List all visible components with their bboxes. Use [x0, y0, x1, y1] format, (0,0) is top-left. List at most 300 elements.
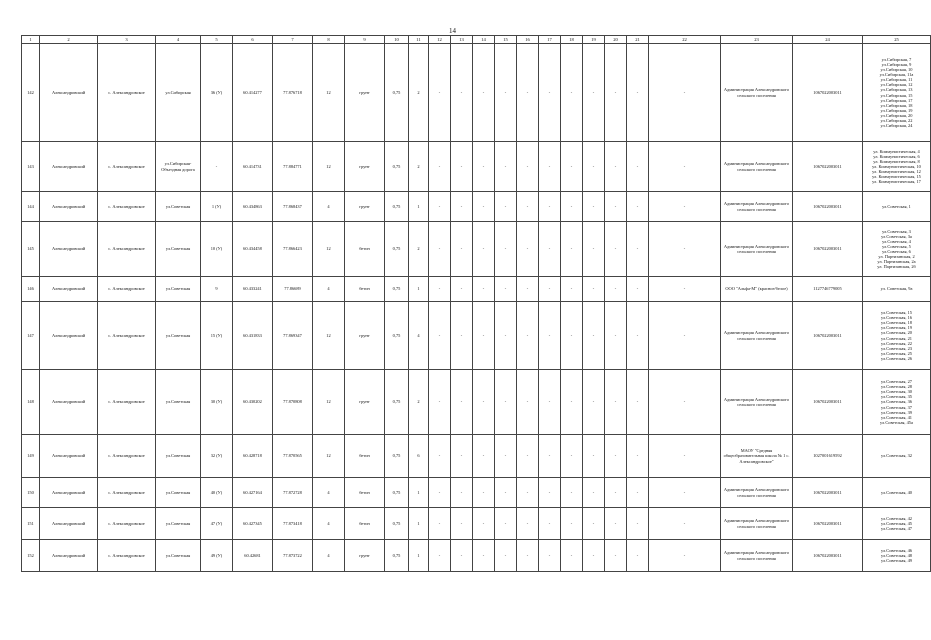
cell-village: с. Александровское	[98, 142, 156, 192]
cell-empty-dash: -	[517, 508, 539, 540]
cell-lon: 77.872728	[273, 478, 313, 508]
column-number-row	[22, 36, 931, 44]
cell-lon: 77.86689	[273, 277, 313, 302]
cell-street: ул.Советская	[156, 222, 201, 277]
cell-empty-dash: -	[561, 277, 583, 302]
cell-house: -	[201, 142, 233, 192]
cell-lon: 77.884771	[273, 142, 313, 192]
cell-owner: Администрация Александровского сельского поселения	[721, 302, 793, 370]
cell-empty-dash: -	[627, 44, 649, 142]
cell-served-addresses	[863, 508, 931, 540]
cell-empty-dash: -	[561, 478, 583, 508]
cell-lat: 60.434863	[233, 192, 273, 222]
cell-house: 40 (У)	[201, 478, 233, 508]
cell-lat: 60.427345	[233, 508, 273, 540]
cell-num: 151	[22, 508, 40, 540]
cell-village: с. Александровское	[98, 222, 156, 277]
cell-empty-dash: -	[429, 44, 451, 142]
cell-street: ул.Советская	[156, 277, 201, 302]
served-address: ул.Советская, 1	[882, 203, 911, 209]
cell-empty-dash: -	[649, 192, 721, 222]
cell-empty-dash: -	[429, 540, 451, 572]
cell-area: 4	[313, 192, 345, 222]
column-number-header: 25	[863, 36, 931, 44]
cell-surface: грунт	[345, 302, 385, 370]
cell-volume: 0,75	[385, 478, 409, 508]
cell-ogrn: 1127746779005	[793, 277, 863, 302]
column-number-header: 7	[273, 36, 313, 44]
cell-volume: 0,75	[385, 277, 409, 302]
served-address: ул.Советская, 21	[881, 335, 912, 341]
cell-owner: ООО "Альфа-М" (красное/белое)	[721, 277, 793, 302]
cell-empty-dash: -	[583, 478, 605, 508]
served-address: ул.Сибирская, 18	[880, 102, 913, 108]
cell-empty-dash: -	[649, 302, 721, 370]
cell-owner: Администрация Александровского сельского поселения	[721, 192, 793, 222]
cell-volume: 0,75	[385, 142, 409, 192]
served-address: ул.Советская, 27	[881, 379, 912, 385]
cell-empty-dash: -	[627, 478, 649, 508]
cell-ogrn: 1067022003011	[793, 370, 863, 435]
cell-owner: Администрация Александровского сельского поселения	[721, 222, 793, 277]
table-body	[22, 44, 931, 572]
cell-street: ул.Советская	[156, 478, 201, 508]
cell-empty-dash: -	[649, 142, 721, 192]
cell-empty-dash: -	[517, 222, 539, 277]
cell-house: 36 (У)	[201, 44, 233, 142]
cell-count: 1	[409, 508, 429, 540]
served-address: ул.Советская, 32	[881, 453, 912, 459]
cell-street: ул.Советская	[156, 302, 201, 370]
served-address: ул.Советская, 45	[881, 520, 912, 526]
cell-empty-dash: -	[583, 508, 605, 540]
cell-area: 12	[313, 302, 345, 370]
served-address: ул.Советская, 40	[881, 489, 912, 495]
cell-empty-dash: -	[583, 192, 605, 222]
cell-surface: бетон	[345, 435, 385, 478]
served-address: ул.Сибирская, 7	[881, 57, 912, 63]
cell-district: Александровский	[40, 302, 98, 370]
cell-street: ул.Советская	[156, 192, 201, 222]
cell-empty-dash: -	[605, 478, 627, 508]
cell-volume: 0,75	[385, 540, 409, 572]
cell-empty-dash: -	[495, 302, 517, 370]
cell-house: 9	[201, 277, 233, 302]
cell-empty-dash: -	[627, 192, 649, 222]
cell-count: 2	[409, 44, 429, 142]
served-address: ул. Коммунистическая, 4	[873, 148, 920, 154]
cell-empty-dash: -	[605, 540, 627, 572]
cell-empty-dash: -	[473, 44, 495, 142]
cell-num: 144	[22, 192, 40, 222]
cell-empty-dash: -	[451, 302, 473, 370]
cell-empty-dash: -	[495, 222, 517, 277]
cell-area: 4	[313, 540, 345, 572]
cell-empty-dash: -	[451, 44, 473, 142]
column-number-header: 9	[345, 36, 385, 44]
cell-area: 12	[313, 44, 345, 142]
cell-served-addresses	[863, 540, 931, 572]
cell-empty-dash: -	[451, 142, 473, 192]
cell-house: 32 (У)	[201, 435, 233, 478]
cell-empty-dash: -	[451, 192, 473, 222]
cell-volume: 0,75	[385, 222, 409, 277]
cell-empty-dash: -	[495, 370, 517, 435]
cell-empty-dash: -	[473, 302, 495, 370]
cell-empty-dash: -	[495, 540, 517, 572]
cell-empty-dash: -	[429, 478, 451, 508]
served-address: ул.Советская, 26	[881, 355, 912, 361]
page-number: 14	[449, 27, 456, 35]
served-address: ул.Советская, 48	[881, 552, 912, 558]
cell-empty-dash: -	[627, 302, 649, 370]
cell-house: 47 (У)	[201, 508, 233, 540]
cell-count: 2	[409, 222, 429, 277]
column-number-header: 17	[539, 36, 561, 44]
cell-served-addresses	[863, 478, 931, 508]
served-address: ул.Сибирская, 12	[880, 82, 913, 88]
cell-volume: 0,75	[385, 302, 409, 370]
cell-empty-dash: -	[649, 478, 721, 508]
cell-empty-dash: -	[517, 478, 539, 508]
cell-empty-dash: -	[451, 508, 473, 540]
cell-lon: 77.876718	[273, 44, 313, 142]
cell-empty-dash: -	[561, 44, 583, 142]
cell-empty-dash: -	[605, 302, 627, 370]
cell-empty-dash: -	[429, 192, 451, 222]
cell-owner: Администрация Александровского сельского поселения	[721, 478, 793, 508]
cell-empty-dash: -	[583, 142, 605, 192]
cell-empty-dash: -	[451, 222, 473, 277]
cell-empty-dash: -	[583, 302, 605, 370]
served-address: ул.Советская, 22	[881, 340, 912, 346]
table-row	[22, 540, 931, 572]
cell-served-addresses	[863, 192, 931, 222]
cell-street: ул.Советская	[156, 540, 201, 572]
cell-village: с. Александровское	[98, 508, 156, 540]
cell-street: ул.Сибирская	[156, 44, 201, 142]
cell-empty-dash: -	[605, 277, 627, 302]
cell-empty-dash: -	[495, 142, 517, 192]
served-address: ул.Советская, 30	[881, 389, 912, 395]
cell-empty-dash: -	[539, 44, 561, 142]
cell-ogrn: 1067022003011	[793, 478, 863, 508]
cell-empty-dash: -	[539, 192, 561, 222]
column-number-header: 21	[627, 36, 649, 44]
served-address: ул.Советская, 6	[882, 249, 911, 254]
served-address: ул.Советская, 37	[881, 404, 912, 410]
cell-surface: грунт	[345, 370, 385, 435]
cell-count: 1	[409, 277, 429, 302]
table-row	[22, 222, 931, 277]
table-row	[22, 277, 931, 302]
cell-village: с. Александровское	[98, 370, 156, 435]
served-address: ул.Советская, 41	[881, 414, 912, 420]
cell-empty-dash: -	[473, 222, 495, 277]
column-number-header: 24	[793, 36, 863, 44]
cell-count: 6	[409, 435, 429, 478]
cell-empty-dash: -	[605, 370, 627, 435]
cell-empty-dash: -	[451, 435, 473, 478]
cell-district: Александровский	[40, 277, 98, 302]
cell-owner: Администрация Александровского сельского поселения	[721, 370, 793, 435]
cell-empty-dash: -	[539, 302, 561, 370]
served-address: ул.Сибирская, 24	[880, 122, 913, 128]
column-number-header: 23	[721, 36, 793, 44]
cell-count: 1	[409, 192, 429, 222]
cell-empty-dash: -	[429, 435, 451, 478]
cell-village: с. Александровское	[98, 302, 156, 370]
cell-empty-dash: -	[583, 277, 605, 302]
cell-surface: грунт	[345, 142, 385, 192]
cell-served-addresses	[863, 44, 931, 142]
cell-empty-dash: -	[627, 508, 649, 540]
cell-empty-dash: -	[495, 192, 517, 222]
cell-num: 148	[22, 370, 40, 435]
served-address: ул.Сибирская, 22	[880, 117, 913, 123]
cell-house: 10 (У)	[201, 222, 233, 277]
cell-empty-dash: -	[473, 478, 495, 508]
cell-num: 146	[22, 277, 40, 302]
cell-empty-dash: -	[451, 277, 473, 302]
served-address: ул.Сибирская, 20	[880, 112, 913, 118]
served-address: ул. Коммунистическая, 6	[873, 153, 920, 159]
cell-served-addresses	[863, 222, 931, 277]
served-address: ул.Советская, 3	[882, 228, 911, 234]
cell-empty-dash: -	[561, 540, 583, 572]
cell-owner: Администрация Александровского сельского поселения	[721, 508, 793, 540]
cell-empty-dash: -	[605, 508, 627, 540]
cell-lat: 60.427164	[233, 478, 273, 508]
cell-empty-dash: -	[517, 277, 539, 302]
cell-empty-dash: -	[627, 222, 649, 277]
cell-count: 1	[409, 478, 429, 508]
column-number-header: 16	[517, 36, 539, 44]
cell-empty-dash: -	[605, 192, 627, 222]
cell-num: 150	[22, 478, 40, 508]
cell-ogrn: 1067022003011	[793, 44, 863, 142]
cell-count: 4	[409, 302, 429, 370]
served-address: ул.Советская, 42	[881, 515, 912, 521]
cell-empty-dash: -	[473, 540, 495, 572]
served-address: ул. Партизанская, 2б	[877, 264, 916, 270]
cell-empty-dash: -	[605, 435, 627, 478]
served-address: ул. Коммунистическая, 8	[873, 158, 920, 164]
cell-volume: 0,75	[385, 435, 409, 478]
cell-num: 147	[22, 302, 40, 370]
cell-empty-dash: -	[583, 222, 605, 277]
table-row	[22, 142, 931, 192]
cell-empty-dash: -	[451, 370, 473, 435]
served-address: ул.Сибирская, 17	[880, 97, 913, 103]
served-address: ул.Советская, 15	[881, 310, 912, 316]
cell-lat: 60.433241	[233, 277, 273, 302]
served-address: ул.Сибирская, 9	[881, 62, 912, 68]
cell-empty-dash: -	[451, 478, 473, 508]
cell-lat: 60.430202	[233, 370, 273, 435]
cell-house: 15 (У)	[201, 302, 233, 370]
cell-empty-dash: -	[517, 192, 539, 222]
cell-empty-dash: -	[517, 142, 539, 192]
served-address: ул.Советская, 49	[881, 558, 912, 564]
cell-house: 1 (У)	[201, 192, 233, 222]
cell-lon: 77.868437	[273, 192, 313, 222]
cell-village: с. Александровское	[98, 44, 156, 142]
cell-lon: 77.870565	[273, 435, 313, 478]
cell-lat: 60.434458	[233, 222, 273, 277]
cell-surface: бетон	[345, 277, 385, 302]
cell-district: Александровский	[40, 540, 98, 572]
served-address: ул. Партизанская, 2	[878, 254, 915, 260]
cell-empty-dash: -	[583, 370, 605, 435]
cell-district: Александровский	[40, 222, 98, 277]
cell-num: 142	[22, 44, 40, 142]
cell-empty-dash: -	[539, 435, 561, 478]
served-address: ул.Советская, 20	[881, 330, 912, 336]
served-address: ул.Советская, 47	[881, 526, 912, 532]
cell-empty-dash: -	[539, 142, 561, 192]
cell-street: ул.Советская	[156, 370, 201, 435]
served-address: ул.Советская, 16	[881, 315, 912, 321]
cell-empty-dash: -	[473, 192, 495, 222]
served-address: ул.Сибирская, 15	[880, 92, 913, 98]
served-address: ул. Партизанская, 2а	[877, 259, 916, 265]
cell-volume: 0,75	[385, 44, 409, 142]
cell-empty-dash: -	[473, 435, 495, 478]
cell-empty-dash: -	[561, 222, 583, 277]
cell-empty-dash: -	[429, 508, 451, 540]
cell-village: с. Александровское	[98, 478, 156, 508]
cell-empty-dash: -	[583, 44, 605, 142]
cell-num: 143	[22, 142, 40, 192]
column-number-header: 5	[201, 36, 233, 44]
cell-lat: 60.431833	[233, 302, 273, 370]
cell-count: 2	[409, 370, 429, 435]
cell-empty-dash: -	[561, 370, 583, 435]
cell-lon: 77.873722	[273, 540, 313, 572]
cell-lon: 77.873418	[273, 508, 313, 540]
cell-empty-dash: -	[561, 508, 583, 540]
cell-house: 30 (У)	[201, 370, 233, 435]
cell-area: 12	[313, 142, 345, 192]
cell-lon: 77.866423	[273, 222, 313, 277]
cell-volume: 0,75	[385, 370, 409, 435]
cell-surface: бетон	[345, 478, 385, 508]
cell-empty-dash: -	[627, 142, 649, 192]
served-address: ул.Советская, 35	[881, 394, 912, 400]
cell-empty-dash: -	[605, 44, 627, 142]
cell-empty-dash: -	[429, 142, 451, 192]
cell-area: 4	[313, 277, 345, 302]
cell-empty-dash: -	[495, 44, 517, 142]
cell-empty-dash: -	[473, 277, 495, 302]
cell-empty-dash: -	[583, 435, 605, 478]
cell-district: Александровский	[40, 508, 98, 540]
cell-village: с. Александровское	[98, 435, 156, 478]
cell-lat: 60.414277	[233, 44, 273, 142]
cell-street: ул.Советская	[156, 435, 201, 478]
cell-area: 12	[313, 435, 345, 478]
served-address: ул.Сибирская, 11а	[879, 72, 914, 78]
column-number-header: 2	[40, 36, 98, 44]
cell-num: 149	[22, 435, 40, 478]
cell-street: ул.Сибирская-Объездная дорога	[156, 142, 201, 192]
column-number-header: 1	[22, 36, 40, 44]
cell-num: 152	[22, 540, 40, 572]
cell-ogrn: 1067022003011	[793, 142, 863, 192]
served-address: ул.Советская, 46	[881, 547, 912, 553]
cell-area: 4	[313, 508, 345, 540]
cell-district: Александровский	[40, 370, 98, 435]
cell-surface: грунт	[345, 540, 385, 572]
cell-empty-dash: -	[495, 435, 517, 478]
cell-district: Александровский	[40, 478, 98, 508]
served-address: ул.Советская, 18	[881, 320, 912, 326]
table-row	[22, 508, 931, 540]
cell-district: Александровский	[40, 142, 98, 192]
cell-village: с. Александровское	[98, 277, 156, 302]
table-row	[22, 370, 931, 435]
served-address: ул.Сибирская, 13	[880, 87, 913, 93]
cell-empty-dash: -	[473, 370, 495, 435]
cell-num: 145	[22, 222, 40, 277]
cell-owner: МАОУ "Средняя общеобразовательная школа № 1 с. Александровское"	[721, 435, 793, 478]
cell-empty-dash: -	[495, 277, 517, 302]
cell-empty-dash: -	[649, 277, 721, 302]
column-number-header: 3	[98, 36, 156, 44]
cell-empty-dash: -	[627, 277, 649, 302]
served-address: ул.Сибирская, 10	[880, 67, 913, 73]
cell-village: с. Александровское	[98, 192, 156, 222]
cell-empty-dash: -	[539, 540, 561, 572]
table-row	[22, 478, 931, 508]
served-address: ул.Советская, 3а	[881, 233, 912, 239]
column-number-header: 8	[313, 36, 345, 44]
cell-empty-dash: -	[517, 435, 539, 478]
column-number-header: 12	[429, 36, 451, 44]
served-address: ул.Советская, 45а	[880, 419, 913, 425]
cell-lat: 60.414731	[233, 142, 273, 192]
cell-empty-dash: -	[561, 142, 583, 192]
cell-empty-dash: -	[539, 508, 561, 540]
cell-ogrn: 1067022003011	[793, 508, 863, 540]
served-address: ул.Советская, 23	[881, 345, 912, 351]
served-address: ул. Коммунистическая, 10	[872, 163, 921, 169]
cell-served-addresses	[863, 142, 931, 192]
cell-empty-dash: -	[517, 370, 539, 435]
cell-ogrn: 1067022003011	[793, 192, 863, 222]
cell-empty-dash: -	[649, 44, 721, 142]
cell-volume: 0,75	[385, 192, 409, 222]
cell-empty-dash: -	[649, 222, 721, 277]
cell-count: 1	[409, 540, 429, 572]
table-row	[22, 435, 931, 478]
column-number-header: 4	[156, 36, 201, 44]
cell-empty-dash: -	[517, 44, 539, 142]
cell-empty-dash: -	[561, 192, 583, 222]
cell-empty-dash: -	[539, 370, 561, 435]
cell-district: Александровский	[40, 435, 98, 478]
column-number-header: 19	[583, 36, 605, 44]
cell-volume: 0,75	[385, 508, 409, 540]
served-address: ул.Сибирская, 11	[880, 77, 913, 83]
served-address: ул.Советская, 25	[881, 350, 912, 356]
served-address: ул.Советская, 39	[881, 409, 912, 415]
cell-empty-dash: -	[583, 540, 605, 572]
table-row	[22, 44, 931, 142]
cell-served-addresses	[863, 435, 931, 478]
cell-empty-dash: -	[539, 478, 561, 508]
